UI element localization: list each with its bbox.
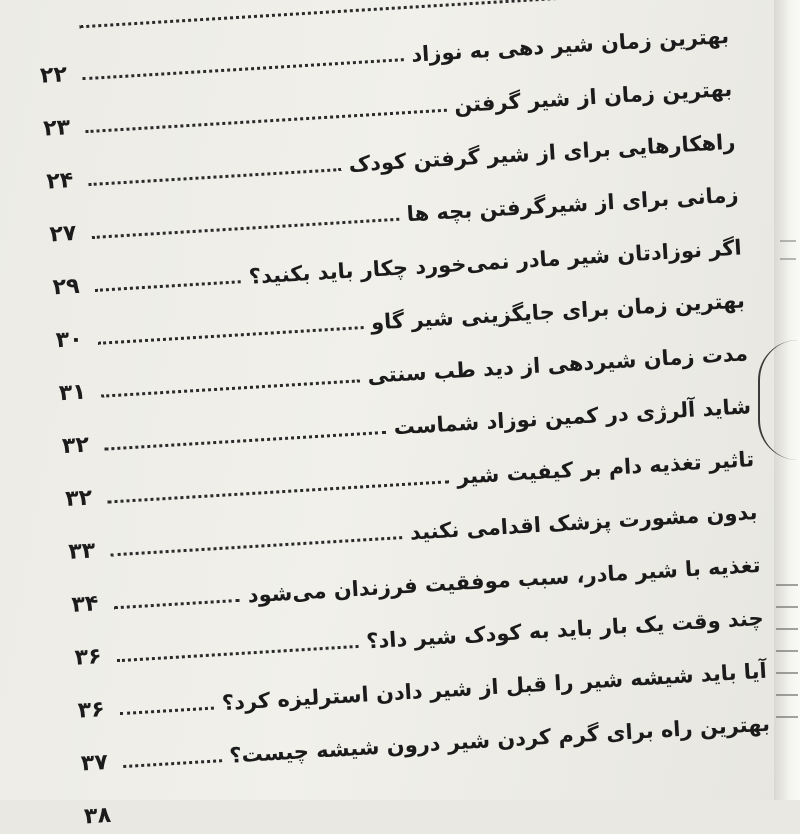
toc-entry-page: ۳۶ <box>77 697 113 726</box>
toc-entry-title: تغذیه با شیر مادر، سبب موفقیت فرزندان می‌شود <box>247 553 761 609</box>
dot-leader <box>101 379 360 397</box>
toc-entry-page <box>38 35 72 39</box>
toc-entry-title: بهترین راه برای گرم کردن شیر درون شیشه چیست؟ <box>229 712 771 770</box>
toc-entry-page: ۳۰ <box>55 326 91 355</box>
toc-entry-page: ۳۲ <box>61 432 97 461</box>
dot-leader <box>107 480 449 503</box>
adjacent-page-text-fragment <box>780 230 796 270</box>
toc-entry-title: بهترین زمان شیر دهی به نوزاد <box>411 24 730 69</box>
dot-leader <box>89 168 341 186</box>
dot-leader <box>85 109 446 133</box>
adjacent-page-text-fragment <box>776 570 798 730</box>
toc-entry-page: ۳۴ <box>71 591 107 620</box>
toc-entry-page: ۳۸ <box>83 802 119 831</box>
toc-entry-page: ۲۷ <box>49 220 85 249</box>
toc-entry-title: زمانی برای از شیرگرفتن بچه ها <box>406 183 739 229</box>
toc-entry-title <box>655 0 727 2</box>
dot-leader <box>98 326 363 345</box>
toc-entry-page: ۲۳ <box>43 115 79 144</box>
adjacent-page-curve <box>758 340 800 460</box>
dot-leader <box>114 599 240 609</box>
toc-entry-title: تاثیر تغذیه دام بر کیفیت شیر <box>456 447 755 491</box>
dot-leader <box>79 0 648 28</box>
toc-entry-page: ۳۳ <box>68 538 104 567</box>
toc-entry-page: ۳۷ <box>80 750 116 779</box>
dot-leader <box>95 280 241 292</box>
toc-entry-title: بدون مشورت پزشک اقدامی نکنید <box>409 500 758 547</box>
toc-entry-page: ۲۴ <box>46 168 82 197</box>
toc-entry-page: ۳۲ <box>65 485 101 514</box>
toc-entry-page: ۳۱ <box>58 379 94 408</box>
dot-leader <box>111 536 403 556</box>
toc-entry-title: راهکارهایی برای از شیر گرفتن کودک <box>348 130 736 179</box>
toc-entry-title: آیا باید شیشه شیر را قبل از شیر دادن استرلیزه کرد؟ <box>221 659 767 717</box>
toc-entry-title: شاید آلرژی در کمین نوزاد شماست <box>393 394 752 441</box>
toc-entry-page: ۲۹ <box>52 273 88 302</box>
toc-entry-title: بهترین زمان از شیر گرفتن <box>454 77 733 119</box>
toc-entry-page: ۳۶ <box>74 644 110 673</box>
toc-entry-title: مدت زمان شیردهی از دید طب سنتی <box>367 341 749 390</box>
toc-entry-page: ۲۲ <box>39 62 75 91</box>
toc-entry-title: اگر نوزادتان شیر مادر نمی‌خورد چکار باید بکنید؟ <box>248 235 742 290</box>
dot-leader <box>82 58 403 80</box>
dot-leader <box>123 759 222 768</box>
toc-entry-title: چند وقت یک بار باید به کودک شیر داد؟ <box>366 606 765 656</box>
dot-leader <box>104 431 386 451</box>
toc-entry-title: بهترین زمان برای جایگزینی شیر گاو <box>370 288 745 336</box>
dot-leader <box>92 218 399 239</box>
dot-leader <box>117 645 359 662</box>
dot-leader <box>120 707 214 716</box>
